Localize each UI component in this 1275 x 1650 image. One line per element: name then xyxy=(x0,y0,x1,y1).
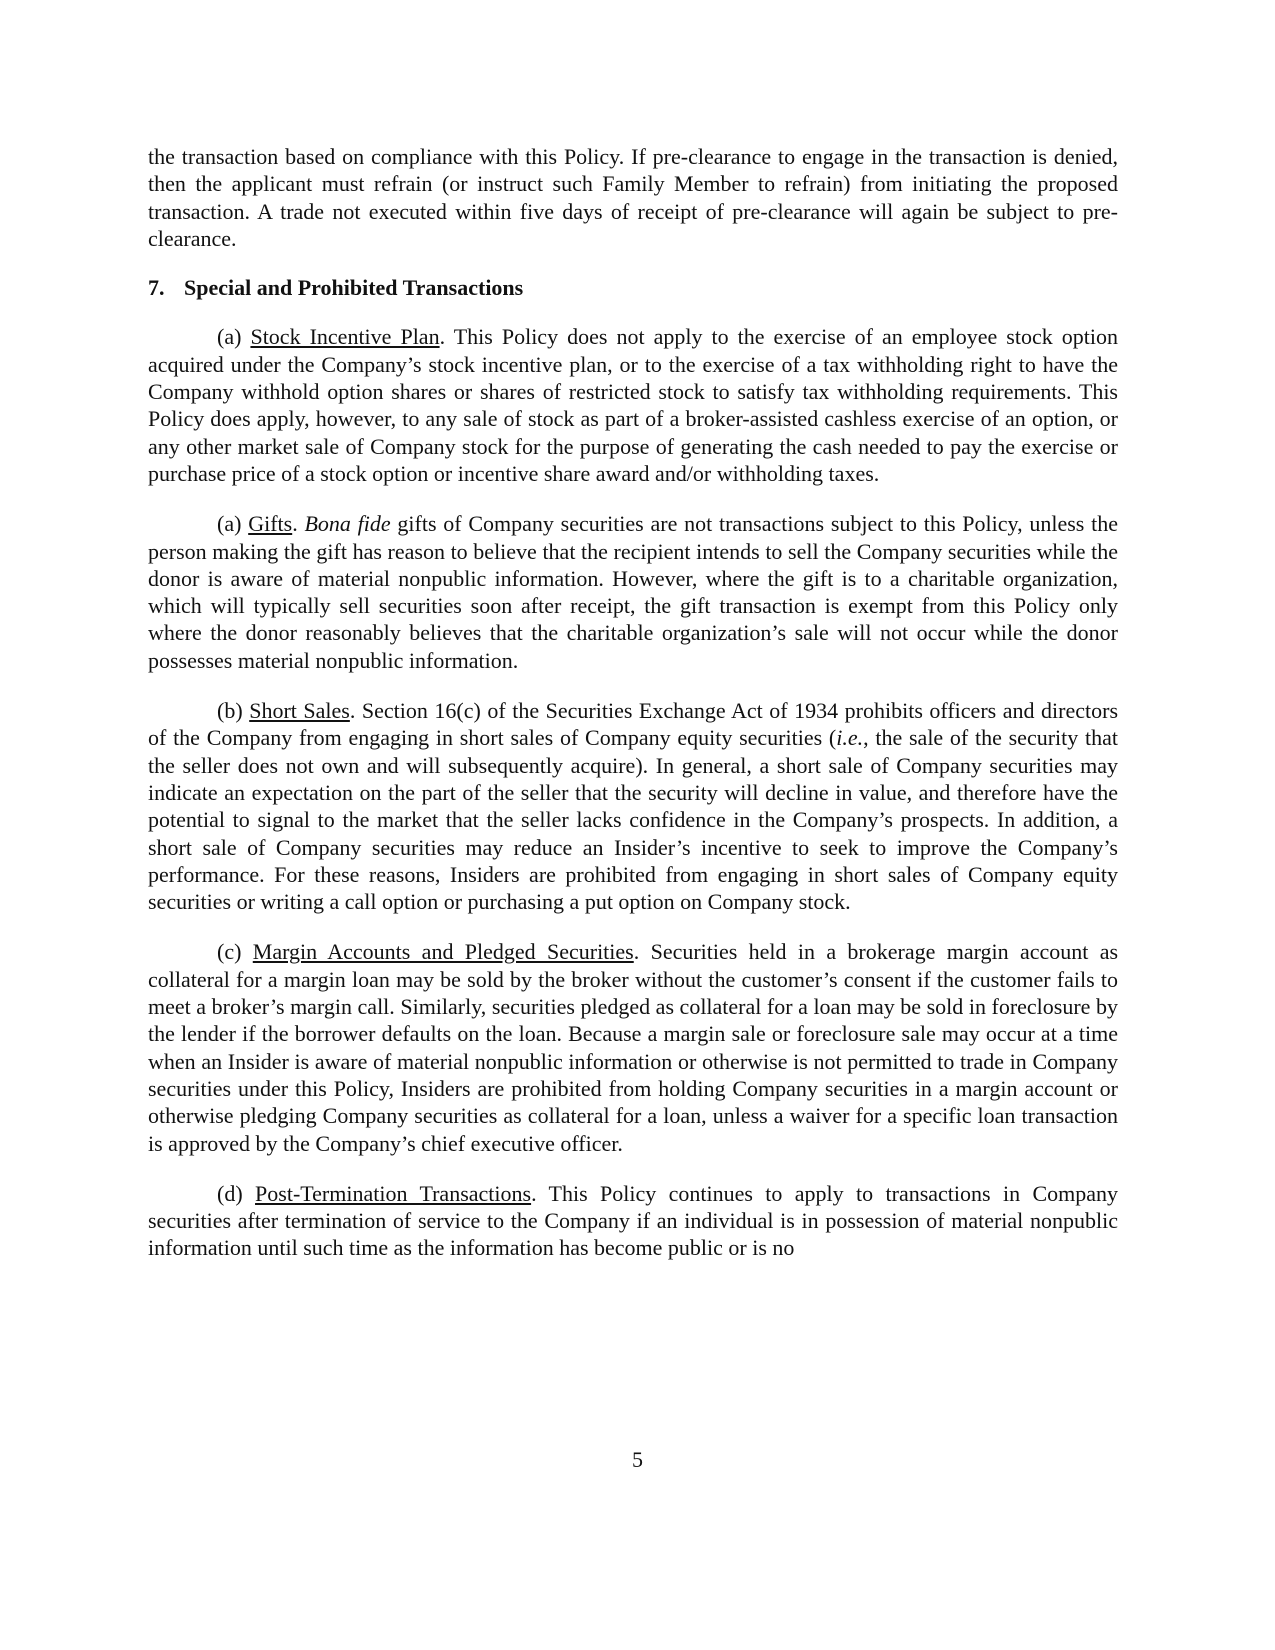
paragraph-text: . This Policy does not apply to the exercise of an employee stock option acquired under the Company’s stock incentive plan, or to the exercise of a tax withholding right to have the Company withhold option shares or shares of restricted stock to satisfy tax withholding requirements. This Policy does apply, however, to any sale of stock as part of a broker-assisted cashless exercise of an option, or any other market sale of Company stock for the purpose of generating the cash needed to pay the exercise or purchase price of a stock option or incentive share award and/or withholding taxes. xyxy=(148,324,1118,486)
paragraph-heading: Post-Termination Transactions xyxy=(255,1180,532,1206)
paragraph-label: (a) xyxy=(217,511,242,537)
section-number: 7. xyxy=(148,275,165,301)
paragraph-heading: Gifts xyxy=(248,511,293,537)
paragraph-heading: Stock Incentive Plan xyxy=(250,324,440,350)
paragraph-text-lead: . xyxy=(292,511,305,537)
paragraph-label: (a) xyxy=(217,324,242,350)
paragraph-label: (d) xyxy=(217,1180,243,1206)
paragraph-text: gifts of Company securities are not transactions subject to this Policy, unless the person making the gift has reason to believe that the recipient intends to sell the Company securities while the donor is aware of material nonpublic information. However, where the gift is to a charitable organization, which will typically sell securities soon after receipt, the gift transaction is exempt from this Policy only where the donor reasonably believes that the charitable organization’s sale will not occur while the donor possesses material nonpublic information. xyxy=(148,511,1118,673)
paragraph-text-lead: . Section 16(c) of the Securities Exchange Act of 1934 prohibits officers and directors of the Company from engaging in short sales of Company equity securities ( xyxy=(148,698,1119,751)
continuation-text: the transaction based on compliance with this Policy. If pre-clearance to engage in the transaction is denied, then the applicant must refrain (or instruct such Family Member to refrain) from initiating the proposed transaction. A trade not executed within five days of receipt of pre-clearance will again be subject to pre-clearance. xyxy=(148,144,1118,251)
section-heading xyxy=(148,274,1118,301)
page-number: 5 xyxy=(632,1447,643,1472)
paragraph-label: (c) xyxy=(217,939,242,965)
paragraph-text: , the sale of the security that the seller does not own and will subsequently acquire). In general, a short sale of Company securities may indicate an expectation on the part of the seller that the security will decline in value, and therefore have the potential to signal to the market that the seller lacks confidence in the Company’s prospects. In addition, a short sale of Company securities may reduce an Insider’s incentive to seek to improve the Company’s performance. For these reasons, Insiders are prohibited from engaging in short sales of Company equity securities or writing a call option or purchasing a put option on Company stock. xyxy=(148,725,1118,915)
paragraph-text: . Securities held in a brokerage margin account as collateral for a margin loan may be sold by the broker without the customer’s consent if the customer fails to meet a broker’s margin call. Similarly, securities pledged as collateral for a loan may be sold in foreclosure by the lender if the borrower defaults on the loan. Because a margin sale or foreclosure sale may occur at a time when an Insider is aware of material nonpublic information or otherwise is not permitted to trade in Company securities under this Policy, Insiders are prohibited from holding Company securities in a margin account or otherwise pledging Company securities as collateral for a loan, unless a waiver for a specific loan transaction is approved by the Company’s chief executive officer. xyxy=(148,939,1119,1156)
paragraph-margin-accounts xyxy=(148,938,1118,1156)
paragraph-label: (b) xyxy=(217,698,243,724)
paragraph-heading: Margin Accounts and Pledged Securities xyxy=(252,939,634,965)
paragraph-italic-term: Bona fide xyxy=(304,511,391,537)
continuation-paragraph xyxy=(148,143,1118,252)
document-page xyxy=(148,143,1118,1262)
paragraph-post-termination xyxy=(148,1180,1118,1262)
paragraph-stock-incentive-plan xyxy=(148,323,1118,487)
paragraph-short-sales xyxy=(148,697,1118,915)
paragraph-italic-term: i.e. xyxy=(836,725,864,751)
paragraph-gifts xyxy=(148,510,1118,674)
paragraph-text: . This Policy continues to apply to transactions in Company securities after termination of service to the Company if an individual is in possession of material nonpublic information until such time as the information has become public or is no xyxy=(148,1180,1118,1261)
section-title: Special and Prohibited Transactions xyxy=(184,275,524,301)
paragraph-heading: Short Sales xyxy=(249,698,350,724)
